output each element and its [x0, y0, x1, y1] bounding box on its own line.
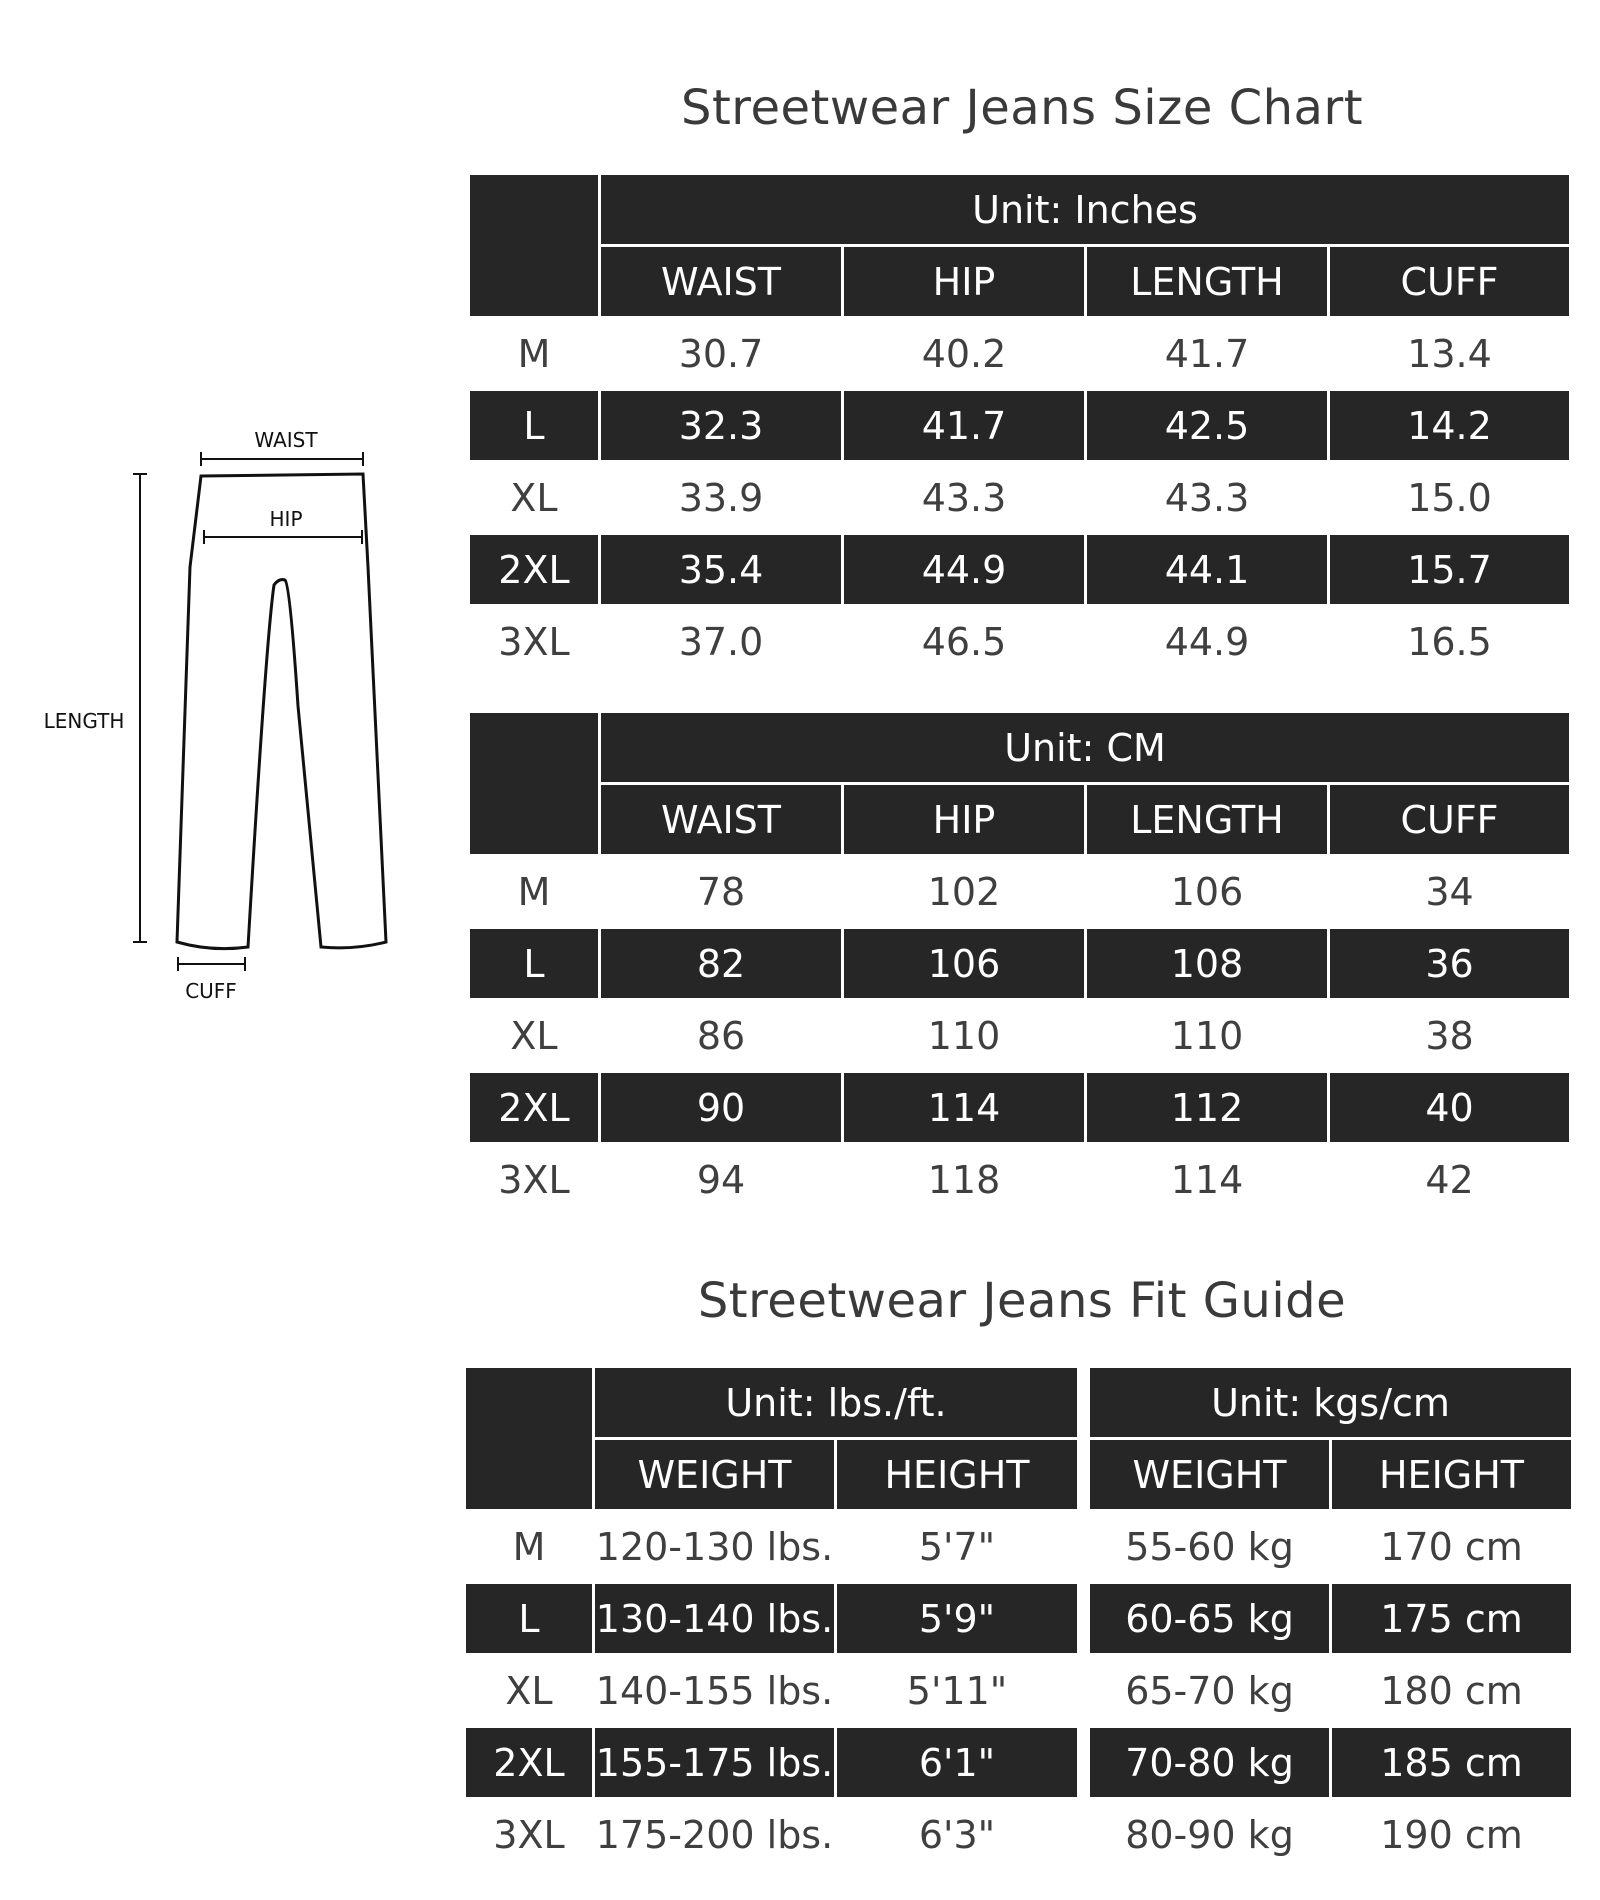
size-label: L	[466, 1584, 592, 1653]
table-cell: 16.5	[1407, 619, 1492, 664]
table-cell: 44.9	[1164, 619, 1250, 664]
size-label: M	[517, 331, 551, 376]
table-cell: 37.0	[678, 619, 764, 664]
column-header: CUFF	[1330, 785, 1569, 854]
table-cell: 130-140 lbs.	[595, 1584, 834, 1653]
table-cell: 108	[1087, 929, 1327, 998]
table-cell: 40.2	[921, 331, 1007, 376]
table-cell: 5'9"	[837, 1584, 1077, 1653]
table-cell: 5'11"	[906, 1668, 1008, 1713]
table-cell: 175 cm	[1332, 1584, 1571, 1653]
table-cell: 33.9	[678, 475, 764, 520]
table-cell: 42	[1425, 1157, 1474, 1202]
table-cell: 35.4	[601, 535, 841, 604]
table-cell: 120-130 lbs.	[595, 1524, 834, 1569]
table-cell: 155-175 lbs.	[595, 1728, 834, 1797]
column-header: WAIST	[601, 247, 841, 316]
size-label: 3XL	[498, 619, 570, 664]
table-cell: 46.5	[921, 619, 1007, 664]
table-cell: 140-155 lbs.	[595, 1668, 834, 1713]
table-cell: 70-80 kg	[1090, 1728, 1329, 1797]
table-cell: 32.3	[601, 391, 841, 460]
table-cell: 43.3	[1164, 475, 1250, 520]
length-label: LENGTH	[43, 709, 125, 733]
size-chart-title: Streetwear Jeans Size Chart	[680, 80, 1364, 136]
unit-header: Unit: Inches	[601, 175, 1569, 244]
table-cell: 65-70 kg	[1125, 1668, 1294, 1713]
cuff-measure	[178, 957, 245, 971]
table-cell: 15.7	[1330, 535, 1569, 604]
table-cell: 60-65 kg	[1090, 1584, 1329, 1653]
size-label: M	[517, 869, 551, 914]
table-cell: 114	[1170, 1157, 1244, 1202]
table-cell: 13.4	[1407, 331, 1492, 376]
table-cell: 41.7	[844, 391, 1084, 460]
size-label: 3XL	[493, 1812, 565, 1857]
unit-header: Unit: CM	[601, 713, 1569, 782]
table-cell: 44.1	[1087, 535, 1327, 604]
column-header: WEIGHT	[1090, 1440, 1329, 1509]
cuff-label: CUFF	[185, 979, 237, 1003]
column-header: HEIGHT	[837, 1440, 1077, 1509]
jeans-outline	[177, 474, 386, 949]
table-cell: 40	[1330, 1073, 1569, 1142]
table-cell: 102	[927, 869, 1001, 914]
table-cell: 170 cm	[1380, 1524, 1523, 1569]
unit-header: Unit: kgs/cm	[1090, 1368, 1571, 1437]
column-header: HIP	[844, 785, 1084, 854]
size-label: XL	[510, 1013, 558, 1058]
table-cell: 30.7	[678, 331, 764, 376]
header-corner	[466, 1368, 592, 1509]
column-header: CUFF	[1330, 247, 1569, 316]
column-header: LENGTH	[1087, 247, 1327, 316]
table-cell: 175-200 lbs.	[595, 1812, 834, 1857]
size-label: L	[470, 929, 598, 998]
table-cell: 6'1"	[837, 1728, 1077, 1797]
header-corner	[470, 713, 598, 854]
size-label: 2XL	[470, 1073, 598, 1142]
column-header: WAIST	[601, 785, 841, 854]
table-cell: 80-90 kg	[1125, 1812, 1294, 1857]
size-label: 3XL	[498, 1157, 570, 1202]
table-cell: 42.5	[1087, 391, 1327, 460]
table-cell: 34	[1425, 869, 1474, 914]
waist-label: WAIST	[254, 428, 318, 452]
table-cell: 106	[844, 929, 1084, 998]
size-label: XL	[510, 475, 558, 520]
unit-header: Unit: lbs./ft.	[595, 1368, 1077, 1437]
table-cell: 82	[601, 929, 841, 998]
size-label: 2XL	[470, 535, 598, 604]
column-header: HEIGHT	[1332, 1440, 1571, 1509]
table-cell: 5'7"	[918, 1524, 996, 1569]
table-cell: 55-60 kg	[1125, 1524, 1294, 1569]
table-cell: 190 cm	[1380, 1812, 1523, 1857]
hip-measure	[204, 530, 362, 544]
table-cell: 78	[696, 869, 746, 914]
table-cell: 36	[1330, 929, 1569, 998]
column-header: HIP	[844, 247, 1084, 316]
size-label: 2XL	[466, 1728, 592, 1797]
table-cell: 43.3	[921, 475, 1007, 520]
table-cell: 90	[601, 1073, 841, 1142]
fit-guide-title: Streetwear Jeans Fit Guide	[697, 1273, 1347, 1329]
length-measure	[133, 474, 147, 942]
table-cell: 14.2	[1330, 391, 1569, 460]
table-cell: 41.7	[1164, 331, 1250, 376]
table-cell: 114	[844, 1073, 1084, 1142]
header-corner	[470, 175, 598, 316]
table-cell: 112	[1087, 1073, 1327, 1142]
table-cell: 106	[1170, 869, 1244, 914]
size-label: L	[470, 391, 598, 460]
jeans-diagram	[0, 0, 420, 1060]
table-cell: 94	[696, 1157, 746, 1202]
table-cell: 44.9	[844, 535, 1084, 604]
column-header: WEIGHT	[595, 1440, 834, 1509]
waist-measure	[201, 452, 363, 466]
table-cell: 6'3"	[918, 1812, 996, 1857]
table-cell: 180 cm	[1380, 1668, 1523, 1713]
hip-label: HIP	[269, 507, 303, 531]
table-cell: 110	[1170, 1013, 1244, 1058]
table-cell: 86	[696, 1013, 746, 1058]
table-cell: 118	[927, 1157, 1001, 1202]
table-cell: 15.0	[1407, 475, 1492, 520]
size-label: XL	[505, 1668, 553, 1713]
size-label: M	[512, 1524, 546, 1569]
column-header: LENGTH	[1087, 785, 1327, 854]
table-cell: 38	[1425, 1013, 1474, 1058]
table-cell: 185 cm	[1332, 1728, 1571, 1797]
table-cell: 110	[927, 1013, 1001, 1058]
